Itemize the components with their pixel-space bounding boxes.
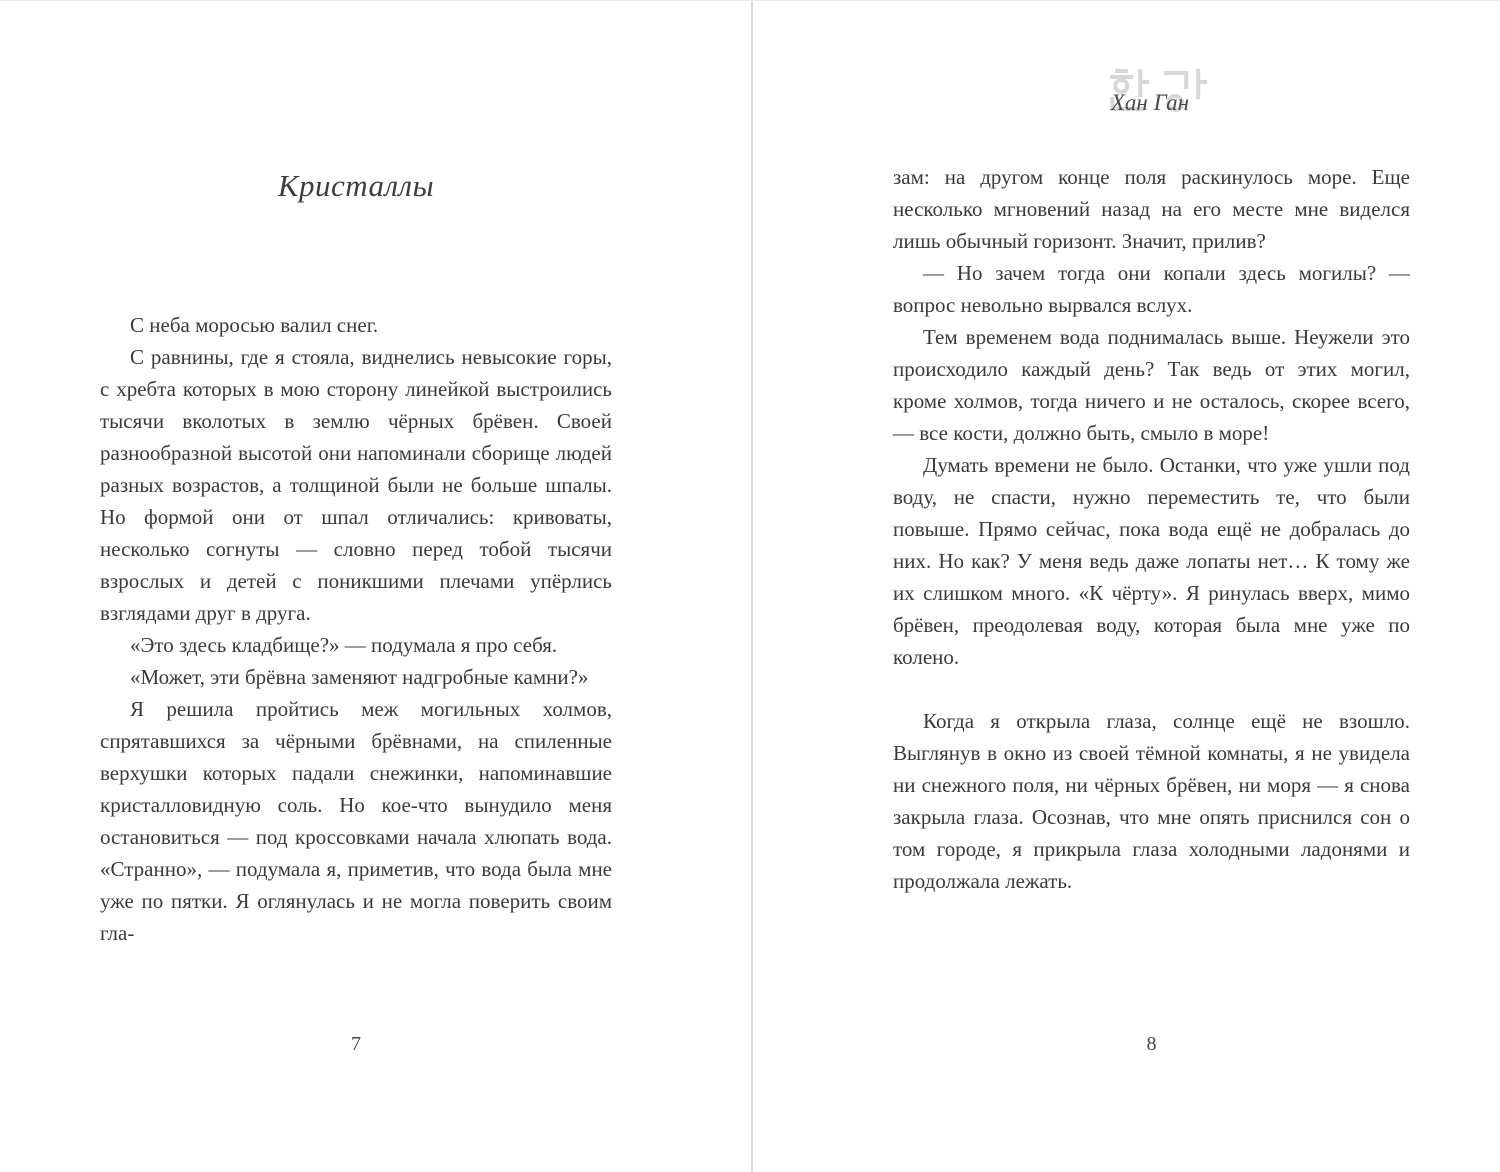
paragraph: Когда я открыла глаза, солнце ещё не взошло. Выглянув в окно из своей тёмной комнаты, я не увидела ни снежного поля, ни чёрных брёвен, ни моря — я снова закрыла глаза. Осознав, что мне опять приснился сон о том городе, я прикрыла глаза холодными ладонями и продолжала лежать.	[893, 709, 1410, 893]
paragraph: «Может, эти брёвна заменяют надгробные камни?»	[130, 665, 589, 689]
paragraph: Думать времени не было. Останки, что уже ушли под воду, не спасти, нужно переместить те, что были повыше. Прямо сейчас, пока вода ещё не добралась до них. Но как? У меня ведь даже лопаты нет… К тому же их слишком много. «К чёрту». Я ринулась вверх, мимо брёвен, преодолевая воду, которая была мне уже по колено.	[893, 453, 1410, 669]
page-number-left: 7	[351, 1033, 361, 1055]
paragraph: С равнины, где я стояла, виднелись невысокие горы, с хребта которых в мою сторону линейкой выстроились тысячи вколотых в землю чёрных брёвен. Своей разнообразной высотой они напоминали сборище людей разных возрастов, а толщиной были не больше шпалы. Но формой они от шпал отличались: кривоваты, несколько согнуты — словно перед тобой тысячи взрослых и детей с поникшими плечами упёрлись взглядами друг в друга.	[100, 345, 612, 625]
paragraph: Тем временем вода поднималась выше. Неужели это происходило каждый день? Так ведь от этих могил, кроме холмов, тогда ничего и не осталось, скорее всего, — все кости, должно быть, смыло в море!	[893, 325, 1410, 445]
paragraph: Я решила пройтись меж могильных холмов, спрятавшихся за чёрными брёвнами, на спиленные верхушки которых падали снежинки, напоминавшие кристалловидную соль. Но кое-что вынудило меня остановиться — под кроссовками начала хлюпать вода. «Странно», — подумала я, приметив, что вода была мне уже по пятки. Я оглянулась и не могла поверить своим гла-	[100, 697, 612, 945]
paragraph: С неба моросью валил снег.	[130, 313, 379, 337]
page-left	[100, 1, 612, 1172]
paragraph: зам: на другом конце поля раскинулось море. Еще несколько мгновений назад на его месте мне виделся лишь обычный горизонт. Значит, прилив?	[893, 165, 1410, 253]
page-number-right: 8	[1146, 1033, 1157, 1055]
right-text-block	[893, 161, 1410, 897]
paragraph: — Но зачем тогда они копали здесь могилы? — вопрос невольно вырвался вслух.	[893, 261, 1410, 317]
left-text-block	[100, 309, 612, 949]
running-header	[893, 63, 1410, 135]
author-running-header: Хан Ган	[1110, 90, 1190, 115]
chapter-title: Кристаллы	[277, 168, 435, 203]
page-gutter	[751, 1, 753, 1172]
paragraph: «Это здесь кладбище?» — подумала я про себя.	[130, 633, 558, 657]
page-right	[893, 1, 1410, 1172]
